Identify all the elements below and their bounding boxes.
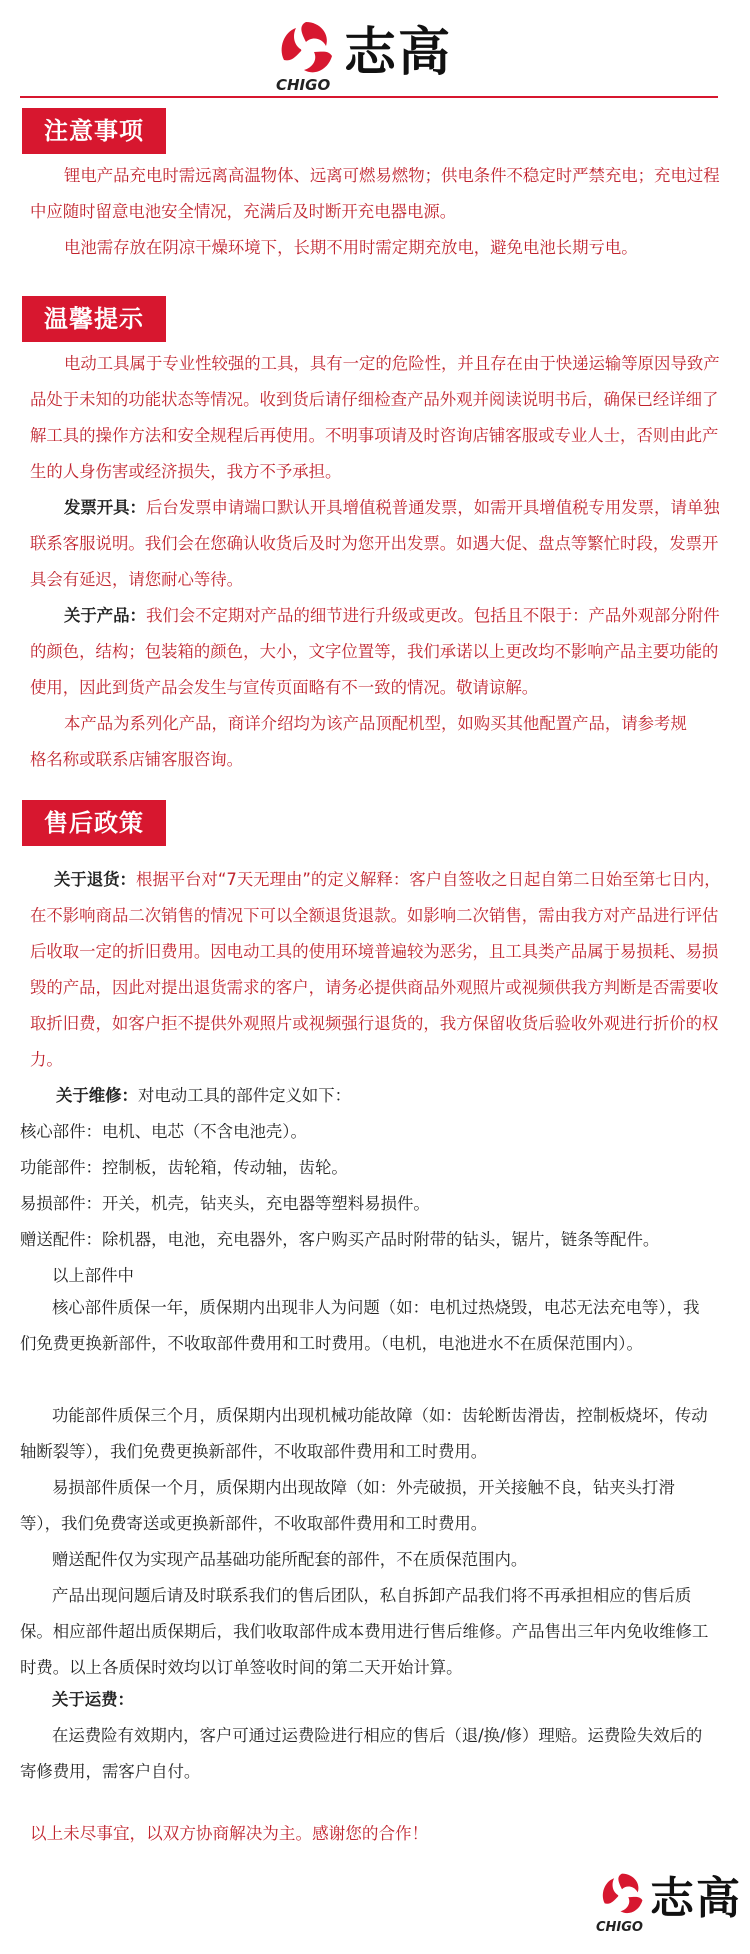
tips-product xyxy=(30,598,730,706)
repair-intro-line xyxy=(56,1082,351,1106)
core-warranty xyxy=(20,1290,710,1362)
notice-paragraph-2 xyxy=(30,230,730,266)
shipping-policy xyxy=(20,1718,710,1790)
section-title-text: 售后政策 xyxy=(44,809,144,837)
closing-note: 以上未尽事宜，以双方协商解决为主。感谢您的合作！ xyxy=(30,1824,429,1843)
section-title-notice xyxy=(22,108,166,154)
section-title-aftersale xyxy=(22,800,166,846)
part-core: 核心部件：电机、电芯（不含电池壳）。 xyxy=(20,1122,307,1141)
section-title-tips xyxy=(22,296,166,342)
brand-mark xyxy=(276,20,334,94)
shipping-text: 在运费险有效期内，客户可通过运费险进行相应的售后（退/换/修）理赔。运费险失效后的寄修费用，需客户自付。 xyxy=(20,1726,703,1781)
brand-english: CHIGO xyxy=(276,75,331,94)
brand-english: CHIGO xyxy=(596,1920,643,1935)
gift-warranty-text: 赠送配件仅为实现产品基础功能所配套的部件，不在质保范围内。 xyxy=(52,1550,528,1569)
return-policy xyxy=(30,862,730,1078)
chigo-swirl-icon xyxy=(278,20,334,76)
brand-logo-top xyxy=(276,10,453,94)
tips-series xyxy=(30,706,690,778)
notice-paragraph-1 xyxy=(30,158,720,230)
contact-text: 产品出现问题后请及时联系我们的售后团队，私自拆卸产品我们将不再承担相应的售后质保。相应部件超出质保期后，我们收取部件成本费用进行售后维修。产品售出三年内免收维修工时费。以上各质保时效均以订单签收时间的第二天开始计算。 xyxy=(20,1586,709,1677)
part-wearing: 易损部件：开关，机壳，钻夹头，充电器等塑料易损件。 xyxy=(20,1194,430,1213)
section-title-text: 温馨提示 xyxy=(44,305,144,333)
return-text: 根据平台对“7天无理由”的定义解释：客户自签收之日起自第二日始至第七日内，在不影响商品二次销售的情况下可以全额退货退款。如影响二次销售，需由我方对产品进行评估后收取一定的折旧费用。因电动工具的使用环境普遍较为恶劣，且工具类产品属于易损耗、易损毁的产品，因此对提出退货需求的客户，请务必提供商品外观照片或视频供我方判断是否需要收取折旧费，如客户拒不提供外观照片或视频强行退货的，我方保留收货后验收外观进行折价的权力。 xyxy=(30,870,721,1069)
return-label: 关于退货： xyxy=(54,870,136,889)
repair-intro: 对电动工具的部件定义如下： xyxy=(137,1086,352,1105)
part-gift: 赠送配件：除机器，电池，充电器外，客户购买产品时附带的钻头，锯片，链条等配件。 xyxy=(20,1230,660,1249)
header-divider xyxy=(20,96,718,98)
wearing-warranty xyxy=(20,1470,710,1542)
product-text: 我们会不定期对产品的细节进行升级或更改。包括且不限于：产品外观部分附件的颜色，结构；包装箱的颜色，大小，文字位置等，我们承诺以上更改均不影响产品主要功能的使用，因此到货产品会发生与宣传页面略有不一致的情况。敬请谅解。 xyxy=(30,606,720,697)
brand-chinese: 志高 xyxy=(650,1873,742,1924)
part-functional: 功能部件：控制板，齿轮箱，传动轴，齿轮。 xyxy=(20,1158,348,1177)
brand-mark xyxy=(596,1872,644,1935)
section-title-text: 注意事项 xyxy=(44,117,144,145)
core-warranty-text: 核心部件质保一年，质保期内出现非人为问题（如：电机过热烧毁，电芯无法充电等），我们免费更换新部件，不收取部件费用和工时费用。（电机，电池进水不在质保范围内）。 xyxy=(20,1298,700,1353)
notice-text-1: 锂电产品充电时需远离高温物体、远离可燃易燃物；供电条件不稳定时严禁充电；充电过程中应随时留意电池安全情况，充满后及时断开充电器电源。 xyxy=(30,166,720,221)
repair-label: 关于维修： xyxy=(56,1086,138,1105)
shipping-label: 关于运费： xyxy=(52,1690,134,1709)
contact-policy xyxy=(20,1578,710,1686)
invoice-text: 后台发票申请端口默认开具增值税普通发票，如需开具增值税专用发票，请单独联系客服说明。我们会在您确认收货后及时为您开出发票。如遇大促、盘点等繁忙时段，发票开具会有延迟，请您耐心等待。 xyxy=(30,498,720,589)
invoice-label: 发票开具： xyxy=(64,498,146,517)
gift-warranty xyxy=(20,1542,710,1578)
brand-chinese: 志高 xyxy=(344,23,453,83)
product-label: 关于产品： xyxy=(64,606,146,625)
functional-warranty-text: 功能部件质保三个月，质保期内出现机械功能故障（如：齿轮断齿滑齿，控制板烧坏，传动轴断裂等），我们免费更换新部件，不收取部件费用和工时费用。 xyxy=(20,1406,708,1461)
tips-text-1: 电动工具属于专业性较强的工具，具有一定的危险性，并且存在由于快递运输等原因导致产品处于未知的功能状态等情况。收到货后请仔细检查产品外观并阅读说明书后，确保已经详细了解工具的操作方法和安全规程后再使用。不明事项请及时咨询店铺客服或专业人士，否则由此产生的人身伤害或经济损失，我方不予承担。 xyxy=(30,354,720,481)
notice-text-2: 电池需存放在阴凉干燥环境下，长期不用时需定期充放电，避免电池长期亏电。 xyxy=(64,238,638,257)
tips-invoice xyxy=(30,490,730,598)
series-text: 本产品为系列化产品，商详介绍均为该产品顶配机型，如购买其他配置产品，请参考规格名称或联系店铺客服咨询。 xyxy=(30,714,687,769)
tips-paragraph-1 xyxy=(30,346,730,490)
wearing-warranty-text: 易损部件质保一个月，质保期内出现故障（如：外壳破损，开关接触不良，钻夹头打滑等），我们免费寄送或更换新部件，不收取部件费用和工时费用。 xyxy=(20,1478,675,1533)
parts-heading: 以上部件中 xyxy=(52,1266,134,1285)
brand-logo-bottom xyxy=(596,1862,742,1935)
functional-warranty xyxy=(20,1398,710,1470)
chigo-swirl-icon xyxy=(600,1872,644,1916)
